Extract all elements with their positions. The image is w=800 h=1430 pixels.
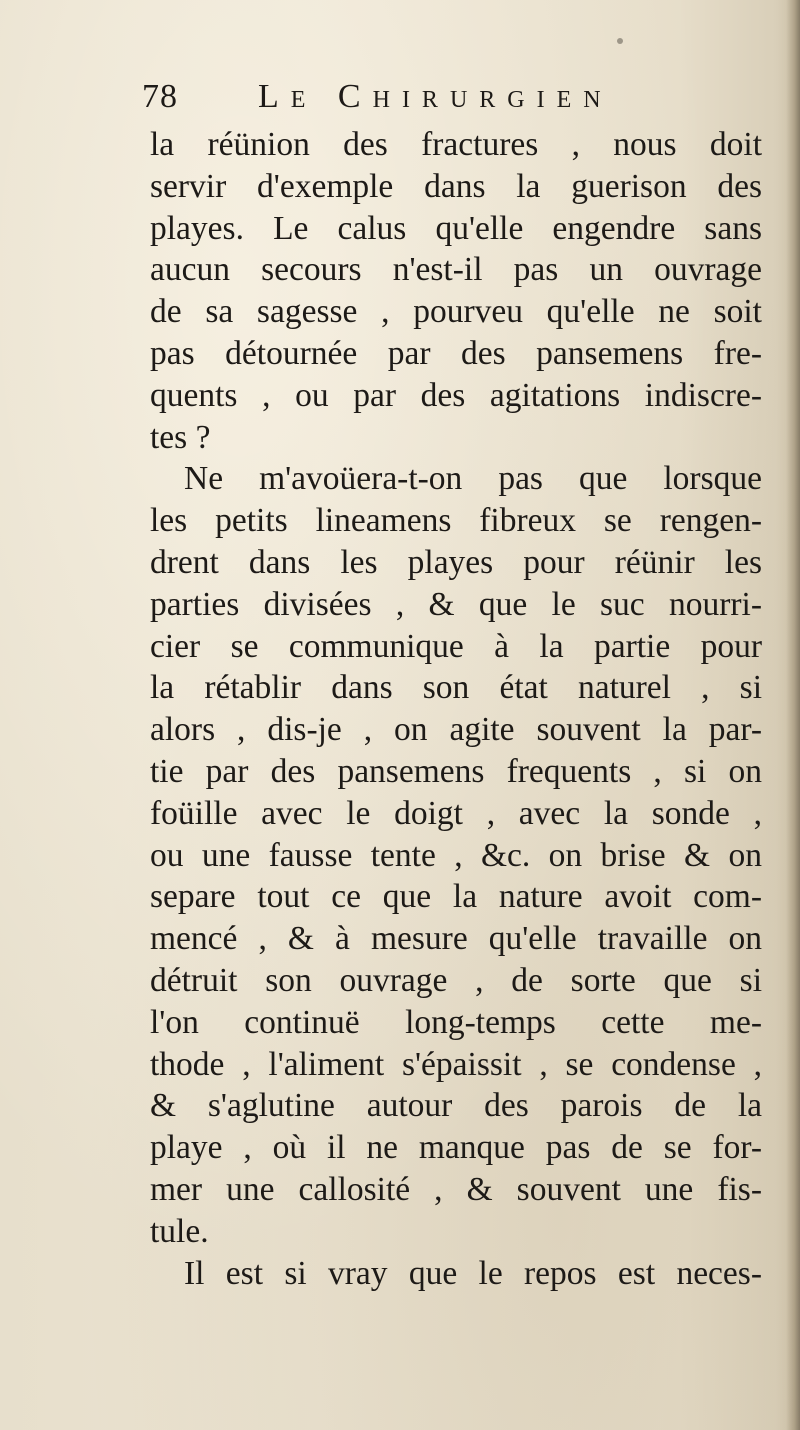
text-line: de sa sagesse , pourveu qu'elle ne soit bbox=[150, 293, 762, 331]
text-line: playe , où il ne manque pas de se for- bbox=[150, 1129, 762, 1167]
ink-speck bbox=[617, 38, 623, 44]
text-line: mencé , & à mesure qu'elle travaille on bbox=[150, 920, 762, 958]
text-line: tule. bbox=[150, 1212, 209, 1250]
text-line: drent dans les playes pour réünir les bbox=[150, 543, 762, 581]
text-line: tes ? bbox=[150, 418, 211, 456]
text-line: tie par des pansemens frequents , si on bbox=[150, 752, 762, 790]
page-number: 78 bbox=[142, 78, 178, 115]
text-line: la rétablir dans son état naturel , si bbox=[150, 669, 762, 707]
text-line: les petits lineamens fibreux se rengen- bbox=[150, 502, 762, 540]
text-line: cier se communique à la partie pour bbox=[150, 627, 762, 665]
text-line: foüille avec le doigt , avec la sonde , bbox=[150, 794, 762, 832]
running-head: Le Chirurgien bbox=[258, 78, 613, 115]
text-line: parties divisées , & que le suc nourri- bbox=[150, 585, 762, 623]
text-line: servir d'exemple dans la guerison des bbox=[150, 167, 762, 205]
page-gutter-shadow bbox=[786, 0, 800, 1430]
text-line: alors , dis-je , on agite souvent la par- bbox=[150, 711, 762, 749]
text-line: la réünion des fractures , nous doit bbox=[150, 126, 762, 163]
page-header bbox=[142, 78, 762, 128]
text-line: quents , ou par des agitations indiscre- bbox=[150, 376, 762, 414]
text-line: Il est si vray que le repos est neces- bbox=[184, 1254, 762, 1292]
text-line: & s'aglutine autour des parois de la bbox=[150, 1087, 762, 1125]
text-line: l'on continuë long-temps cette me- bbox=[150, 1003, 762, 1041]
text-line: playes. Le calus qu'elle engendre sans bbox=[150, 209, 762, 247]
text-line: separe tout ce que la nature avoit com- bbox=[150, 878, 762, 916]
text-line: mer une callosité , & souvent une fis- bbox=[150, 1170, 762, 1208]
text-line: Ne m'avoüera-t-on pas que lorsque bbox=[184, 460, 762, 498]
text-line: ou une fausse tente , &c. on brise & on bbox=[150, 836, 762, 874]
body-text bbox=[150, 124, 762, 1294]
text-line: détruit son ouvrage , de sorte que si bbox=[150, 961, 762, 999]
text-line: thode , l'aliment s'épaissit , se condense , bbox=[150, 1045, 762, 1083]
text-line: aucun secours n'est-il pas un ouvrage bbox=[150, 251, 762, 289]
text-line: pas détournée par des pansemens fre- bbox=[150, 334, 762, 372]
